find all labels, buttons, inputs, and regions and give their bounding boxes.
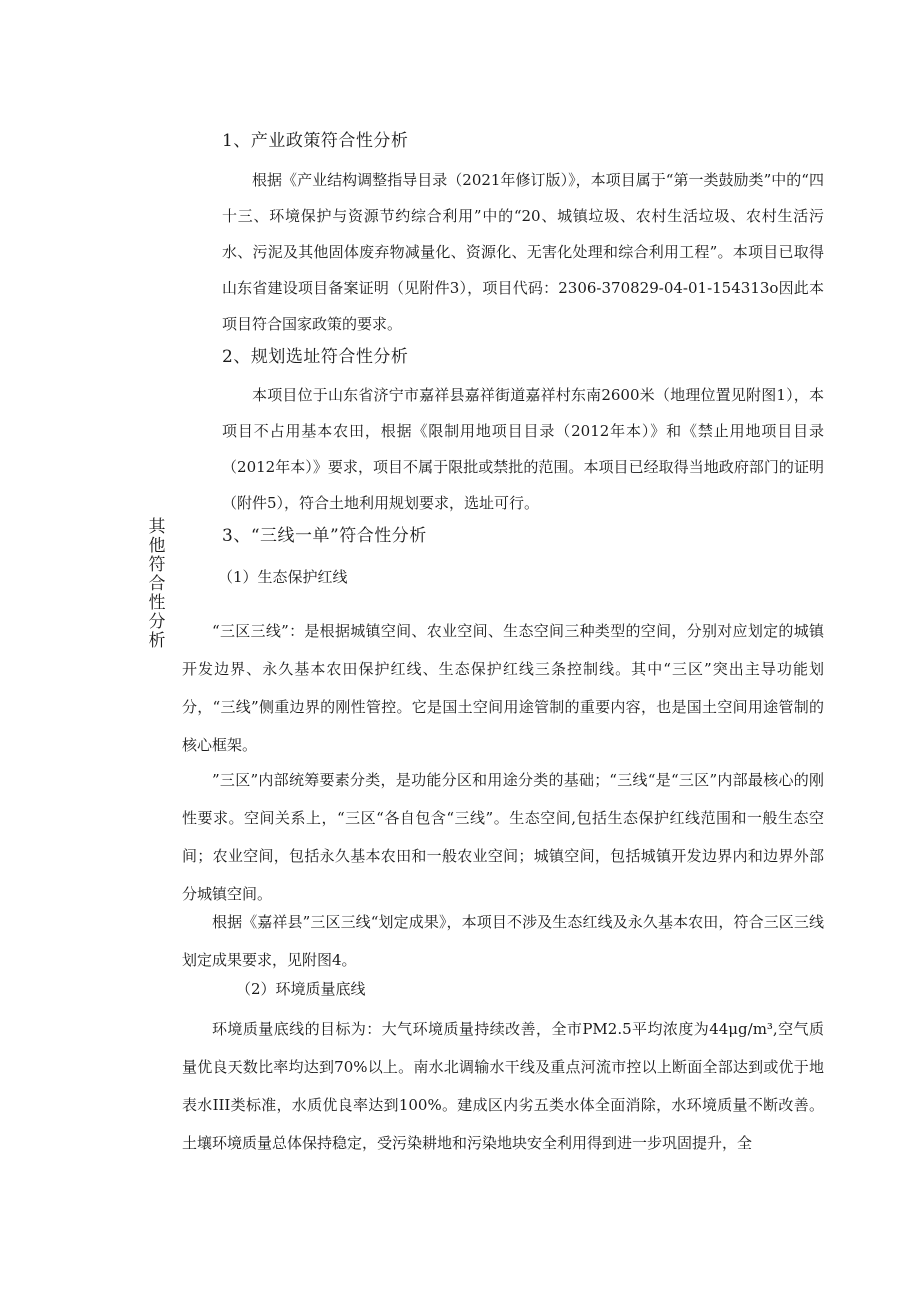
paragraph-three-zones-relation: ”三区”内部统筹要素分类，是功能分区和用途分类的基础；“三线“是“三区”内部最核心的刚性要求。空间关系上，“三区“各自包含“三线”。生态空间,包括生态保护红线范围和一般生态空间；农业空间，包括永久基本农田和一般农业空间；城镇空间，包括城镇开发边界内和边界外部分城镇空间。	[182, 771, 824, 903]
paragraph-three-zones-definition: “三区三线”：是根据城镇空间、农业空间、生态空间三种类型的空间，分别对应划定的城镇开发边界、永久基本农田保护红线、生态保护红线三条控制线。其中“三区”突出主导功能划分，“三线”侧重边界的刚性管控。它是国土空间用途管制的重要内容，也是国土空间用途管制的核心框架。	[182, 622, 824, 754]
paragraph-environment-quality: 环境质量底线的目标为：大气环境质量持续改善，全市PM2.5平均浓度为44μg∕m³,空气质量优良天数比率均达到70%以上。南水北调输水干线及重点河流市控以上断面全部达到或优于地表水III类标准，水质优良率达到100%。建成区内劣五类水体全面消除，水环境质量不断改善。土壤环境质量总体保持稳定，受污染耕地和污染地块安全利用得到进一步巩固提升，全	[182, 1020, 824, 1152]
section-2-paragraph: 本项目位于山东省济宁市嘉祥县嘉祥街道嘉祥村东南2600米（地理位置见附图1），本项目不占用基本农田，根据《限制用地项目目录（2012年本）》和《禁止用地项目目录（2012年本）》要求，项目不属于限批或禁批的范围。本项目已经取得当地政府部门的证明（附件5），符合土地利用规划要求，选址可行。	[222, 386, 824, 512]
paragraph-jiaxiang-result: 根据《嘉祥县”三区三线“划定成果》，本项目不涉及生态红线及永久基本农田，符合三区三线划定成果要求，见附图4。	[182, 913, 824, 969]
section-2-heading: 2、规划选址符合性分析	[222, 347, 409, 367]
section-1-heading: 1、产业政策符合性分析	[222, 131, 409, 151]
side-category-label: 其他符合性分析	[148, 517, 166, 651]
subsection-environment-quality: （2）环境质量底线	[236, 980, 366, 998]
subsection-ecological-redline: （1）生态保护红线	[218, 568, 348, 586]
section-1-paragraph: 根据《产业结构调整指导目录（2021年修订版）》，本项目属于“第一类鼓励类”中的“四十三、环境保护与资源节约综合利用”中的“20、城镇垃圾、农村生活垃圾、农村生活污水、污泥及其他固体废弃物减量化、资源化、无害化处理和综合利用工程”。本项目已取得山东省建设项目备案证明（见附件3），项目代码：2306-370829-04-01-154313o因此本项目符合国家政策的要求。	[222, 171, 824, 333]
section-3-heading: 3、“三线一单”符合性分析	[222, 526, 427, 546]
